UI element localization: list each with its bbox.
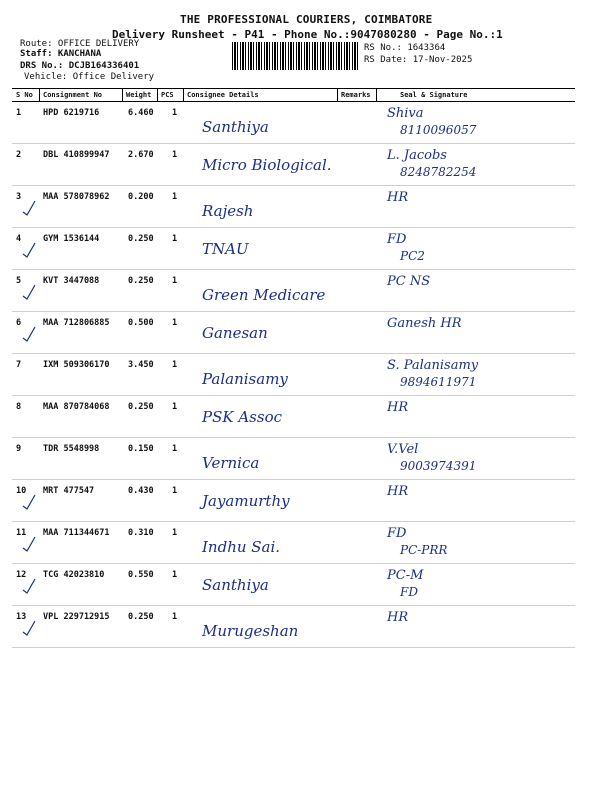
table-row — [12, 144, 575, 186]
pen-tick-mark — [22, 494, 36, 510]
serial-number: 6 — [16, 318, 22, 328]
col-remarks: Remarks — [341, 91, 371, 99]
signature-line-2: FD — [400, 585, 418, 599]
consignment-number: MAA 578078962 — [43, 192, 110, 202]
rs-date: RS Date: 17-Nov-2025 — [364, 55, 473, 65]
consignment-number: KVT 3447088 — [43, 276, 100, 286]
table-row — [12, 396, 575, 438]
signature-line-1: L. Jacobs — [387, 148, 447, 163]
consignee-handwriting: Jayamurthy — [202, 492, 290, 510]
consignment-number: MRT 477547 — [43, 486, 95, 496]
pen-tick-mark — [22, 536, 36, 552]
serial-number: 10 — [16, 486, 27, 496]
pieces-count: 1 — [172, 276, 178, 286]
consignment-number: MAA 712806885 — [43, 318, 110, 328]
serial-number: 3 — [16, 192, 22, 202]
signature-line-1: S. Palanisamy — [387, 358, 479, 373]
serial-number: 5 — [16, 276, 22, 286]
col-weight: Weight — [126, 91, 152, 99]
signature-line-1: PC-M — [387, 568, 424, 583]
col-sno: S No — [16, 91, 33, 99]
consignment-number: HPD 6219716 — [43, 108, 100, 118]
signature-line-2: 9894611971 — [400, 375, 477, 389]
signature-line-1: HR — [387, 400, 409, 415]
serial-number: 7 — [16, 360, 22, 370]
signature-line-1: HR — [387, 610, 409, 625]
pieces-count: 1 — [172, 444, 178, 454]
consignment-number: IXM 509306170 — [43, 360, 110, 370]
serial-number: 4 — [16, 234, 22, 244]
consignee-handwriting: Murugeshan — [202, 622, 299, 640]
table-row — [12, 606, 575, 648]
pieces-count: 1 — [172, 108, 178, 118]
consignee-handwriting: Vernica — [202, 454, 260, 472]
signature-line-1: PC NS — [387, 274, 431, 289]
consignment-number: TDR 5548998 — [43, 444, 100, 454]
consignment-number: GYM 1536144 — [43, 234, 100, 244]
signature-line-2: PC-PRR — [400, 543, 448, 557]
pen-tick-mark — [22, 620, 36, 636]
signature-line-2: 8110096057 — [400, 123, 477, 137]
consignee-handwriting: Palanisamy — [202, 370, 288, 388]
weight-value: 0.550 — [128, 570, 154, 580]
table-header — [12, 88, 575, 102]
consignee-handwriting: Rajesh — [202, 202, 254, 220]
weight-value: 0.250 — [128, 276, 154, 286]
serial-number: 9 — [16, 444, 22, 454]
signature-line-2: PC2 — [400, 249, 425, 263]
pen-tick-mark — [22, 326, 36, 342]
serial-number: 13 — [16, 612, 27, 622]
company-title: THE PROFESSIONAL COURIERS, COIMBATORE — [180, 13, 433, 26]
pieces-count: 1 — [172, 234, 178, 244]
weight-value: 3.450 — [128, 360, 154, 370]
col-pcs: PCS — [161, 91, 174, 99]
serial-number: 2 — [16, 150, 22, 160]
table-row — [12, 522, 575, 564]
col-consignee: Consignee Details — [187, 91, 259, 99]
signature-line-1: FD — [387, 526, 407, 541]
pieces-count: 1 — [172, 150, 178, 160]
table-row — [12, 438, 575, 480]
route-info: Route: OFFICE DELIVERY — [20, 39, 140, 49]
pieces-count: 1 — [172, 570, 178, 580]
col-consignment: Consignment No — [43, 91, 103, 99]
staff-info: Staff: KANCHANA — [20, 49, 102, 59]
col-signature: Seal & Signature — [400, 91, 468, 99]
signature-line-2: 9003974391 — [400, 459, 477, 473]
consignee-handwriting: Santhiya — [202, 118, 269, 136]
pieces-count: 1 — [172, 528, 178, 538]
pieces-count: 1 — [172, 402, 178, 412]
consignment-number: MAA 711344671 — [43, 528, 110, 538]
consignment-number: TCG 42023810 — [43, 570, 105, 580]
pieces-count: 1 — [172, 612, 178, 622]
signature-line-1: Shiva — [387, 106, 424, 121]
weight-value: 0.200 — [128, 192, 154, 202]
consignment-number: VPL 229712915 — [43, 612, 110, 622]
serial-number: 1 — [16, 108, 22, 118]
table-row — [12, 228, 575, 270]
table-row — [12, 564, 575, 606]
serial-number: 8 — [16, 402, 22, 412]
table-row — [12, 186, 575, 228]
weight-value: 2.670 — [128, 150, 154, 160]
pen-tick-mark — [22, 578, 36, 594]
consignee-handwriting: Santhiya — [202, 576, 269, 594]
consignment-number: MAA 870784068 — [43, 402, 110, 412]
weight-value: 0.430 — [128, 486, 154, 496]
drs-number: DRS No.: DCJB164336401 — [20, 61, 140, 71]
runsheet-subtitle: Delivery Runsheet - P41 - Phone No.:9047080280 - Page No.:1 — [112, 28, 503, 41]
serial-number: 12 — [16, 570, 27, 580]
pieces-count: 1 — [172, 360, 178, 370]
signature-line-2: 8248782254 — [400, 165, 477, 179]
pen-tick-mark — [22, 284, 36, 300]
table-row — [12, 312, 575, 354]
signature-line-1: FD — [387, 232, 407, 247]
pen-tick-mark — [22, 200, 36, 216]
consignee-handwriting: TNAU — [202, 240, 249, 258]
weight-value: 0.250 — [128, 402, 154, 412]
weight-value: 0.310 — [128, 528, 154, 538]
serial-number: 11 — [16, 528, 27, 538]
signature-line-1: Ganesh HR — [387, 316, 462, 331]
runsheet-table — [12, 88, 575, 640]
pieces-count: 1 — [172, 192, 178, 202]
signature-line-1: HR — [387, 484, 409, 499]
signature-line-1: HR — [387, 190, 409, 205]
vehicle-info: Vehicle: Office Delivery — [24, 72, 155, 82]
pen-tick-mark — [22, 242, 36, 258]
signature-line-1: V.Vel — [387, 442, 419, 457]
weight-value: 0.150 — [128, 444, 154, 454]
rs-number: RS No.: 1643364 — [364, 43, 446, 53]
pieces-count: 1 — [172, 318, 178, 328]
consignee-handwriting: Micro Biological. — [202, 156, 332, 174]
weight-value: 0.250 — [128, 612, 154, 622]
weight-value: 0.250 — [128, 234, 154, 244]
consignment-number: DBL 410899947 — [43, 150, 110, 160]
consignee-handwriting: PSK Assoc — [202, 408, 283, 426]
consignee-handwriting: Green Medicare — [202, 286, 326, 304]
barcode — [232, 42, 360, 70]
weight-value: 6.460 — [128, 108, 154, 118]
pieces-count: 1 — [172, 486, 178, 496]
table-row — [12, 102, 575, 144]
table-row — [12, 270, 575, 312]
consignee-handwriting: Indhu Sai. — [202, 538, 281, 556]
table-row — [12, 354, 575, 396]
consignee-handwriting: Ganesan — [202, 324, 268, 342]
weight-value: 0.500 — [128, 318, 154, 328]
table-row — [12, 480, 575, 522]
